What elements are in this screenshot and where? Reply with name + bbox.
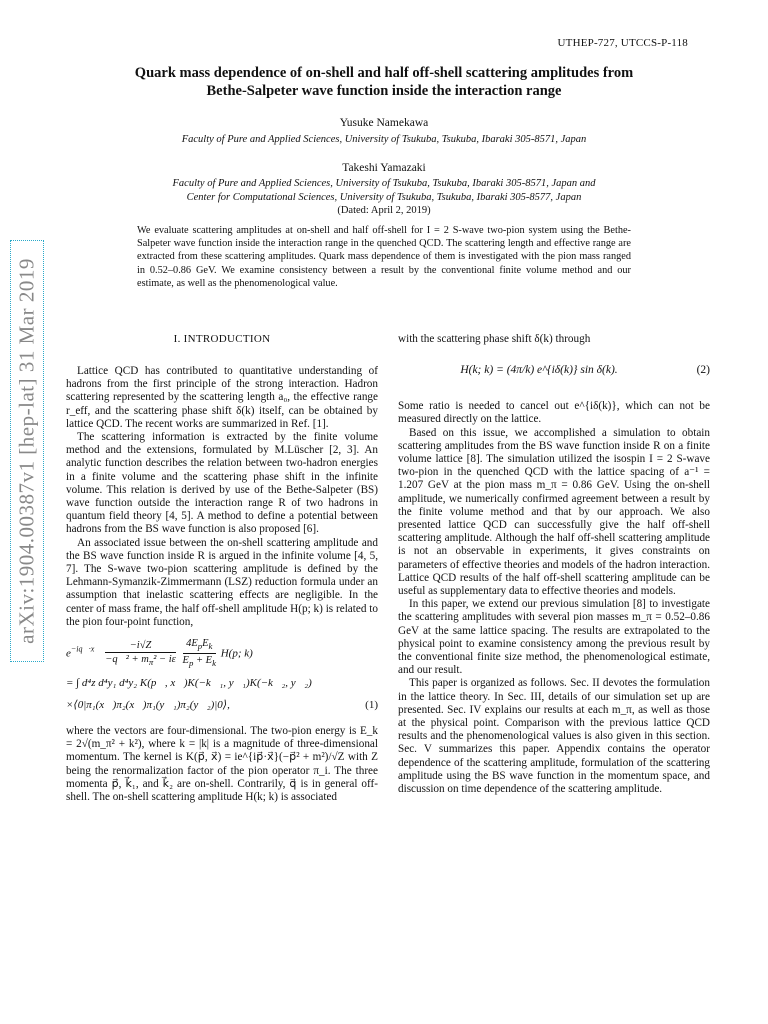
author-1-affiliation: Faculty of Pure and Applied Sciences, University of Tsukuba, Tsukuba, Ibaraki 305-8571, Japan <box>181 134 587 145</box>
abstract: We evaluate scattering amplitudes at on-shell and half off-shell for I = 2 S-wave two-pion system using the Bethe-Salpeter wave function inside the interaction range in the quenched QCD. The scattering length and effective range are extracted from these scattering amplitudes. Quark mass dependence of them is investigated with the pion mass ranged in 0.52–0.86 GeV. We examine consistency between a result by the conventional finite volume method and our estimate, as well as the phenomenological value. <box>137 225 631 289</box>
equation-2-number: (2) <box>696 364 710 377</box>
section-heading: I. INTRODUCTION <box>173 333 271 345</box>
intro-paragraph-3: An associated issue between the on-shell scattering amplitude and the BS wave function inside R is argued in the infinite volume [4, 5, 7]. The S-wave two-pion scattering amplitude is defined by the Lehmann-Symanzik-Zimmermann (LSZ) reduction formula under an assumption that inelastic scattering effects are negligible. In the center of mass frame, the half off-shell amplitude H(p; k) is related to the pion four-point function, <box>66 536 378 628</box>
right-paragraph-2: Some ratio is needed to cancel out e^{iδ(k)}, which can not be measured directly on the lattice. <box>398 400 710 426</box>
arxiv-id-label: arXiv:1904.00387v1 [hep-lat] 31 Mar 2019 <box>14 258 39 644</box>
intro-paragraph-4: where the vectors are four-dimensional. The two-pion energy is E_k = 2√(m_π² + k²), where k = |k| is a magnitude of three-dimensional momentum. The kernel is K(p⃗, x⃗) = ie^{ip⃗·x⃗}(−p⃗² + m²)/√Z with Z being the renormalization factor of the pion operator π_i. The three momenta p⃗, k⃗₁, and k⃗₂ are on-shell. Contrarily, q⃗ is in general off-shell. The on-shell scattering amplitude H(k; k) is associated <box>66 725 378 804</box>
intro-paragraph-2: The scattering information is extracted by the finite volume method and the extensions, formulated by M.Lüscher [2, 3]. An analytic function describes the relation between two-hadron energies in a finite volume and the scattering phase shift in the infinite volume. This relation is derived by use of the Bethe-Salpeter (BS) wave function outside the interaction range R of two hadrons in quantum field theory [4, 5]. A method to define a potential between hadrons from the BS wave function is also proposed [6]. <box>66 431 378 536</box>
equation-1-line-1: $e^{-iq⃗\cdot x⃗}$ $\frac{-i√Z}{-q⃗^2 + m_\pi^2 - i\varepsilon}$ $\frac{4E_pE_k}{E_p + E_k}$ H(p; k) <box>66 638 253 669</box>
equation-1-line-3: ×⟨0|π₁(x⃗)π₂(x⃗)π₁(y⃗₁)π₂(y⃗₂)|0⟩, <box>66 699 230 712</box>
author-2-affiliation <box>70 177 698 205</box>
right-column <box>398 333 710 796</box>
right-paragraph-4: In this paper, we extend our previous simulation [8] to investigate the scattering amplitudes with several pion masses m_π = 0.52–0.86 GeV at the same lattice spacing. The results are extrapolated to the physical point to examine consistency among the previous result by the conventional finite size method, the phenomenological estimate, and our result. <box>398 598 710 677</box>
left-column <box>66 365 378 804</box>
equation-2 <box>398 364 710 384</box>
author-2: Takeshi Yamazaki <box>342 162 426 174</box>
arxiv-stamp[interactable] <box>10 240 44 662</box>
equation-1-line-2: = ∫ d⁴z d⁴y₁ d⁴y₂ K(p⃗, x⃗)K(−k⃗₁, y⃗₁)K(−k⃗₂, y⃗₂) <box>66 677 312 690</box>
affiliation-line-2: Center for Computational Sciences, University of Tsukuba, Tsukuba, Ibaraki 305-8577, Japan <box>186 192 582 203</box>
equation-2-body: H(k; k) = (4π/k) e^{iδ(k)} sin δ(k). <box>460 364 618 377</box>
right-paragraph-1: with the scattering phase shift δ(k) through <box>398 333 591 345</box>
paper-title <box>70 64 698 100</box>
intro-paragraph-1: Lattice QCD has contributed to quantitative understanding of hadrons from the first principle of the strong interaction. Hadron scattering represented by the scattering length a₀, the effective range r_eff, and the scattering phase shift δ(k) itself, can be obtained by lattice QCD. The recent works are summarized in Ref. [1]. <box>66 365 378 430</box>
dated-line: (Dated: April 2, 2019) <box>337 205 431 216</box>
affiliation-line-1: Faculty of Pure and Applied Sciences, University of Tsukuba, Tsukuba, Ibaraki 305-8571, Japan and <box>172 178 596 189</box>
right-paragraph-3: Based on this issue, we accomplished a simulation to obtain scattering amplitudes from the BS wave function inside R on a finite volume lattice [8]. The simulation utilized the isospin I = 2 S-wave two-pion in the quenched QCD with the lattice spacing of a⁻¹ = 1.207 GeV at the pion mass m_π = 0.86 GeV. Using the on-shell amplitude, we numerically confirmed agreement between a result by the finite volume method and that by our approach. We also presented lattice QCD can successfully give the half off-shell scattering amplitude. Although the half off-shell scattering amplitude is not an observable in experiments, it gives constraints on parameters of effective theories and models of the hadron interaction. Lattice QCD results of the half off-shell scattering amplitude can be useful as supplementary data to effective theories and models. <box>398 426 710 598</box>
report-number: UTHEP-727, UTCCS-P-118 <box>557 37 688 49</box>
author-1: Yusuke Namekawa <box>339 117 429 129</box>
equation-1 <box>66 637 378 719</box>
right-paragraph-5: This paper is organized as follows. Sec. II devotes the formulation in the lattice theory. In Sec. III, details of our simulation set up are presented. Sec. IV explains our results at each m_π, as well as those at the physical point. Comparison with the previous lattice QCD results and the phenomenological values is also given in this section. Sec. V summarizes this paper. Appendix contains the operator dependence of the scattering amplitude, formulation of the scattering amplitude using the BS wave function in the momentum space, and discussion on time dependence of the scattering amplitude. <box>398 677 710 796</box>
equation-1-number: (1) <box>365 699 378 712</box>
title-line-2: Bethe-Salpeter wave function inside the interaction range <box>206 83 562 99</box>
title-line-1: Quark mass dependence of on-shell and half off-shell scattering amplitudes from <box>134 65 634 81</box>
